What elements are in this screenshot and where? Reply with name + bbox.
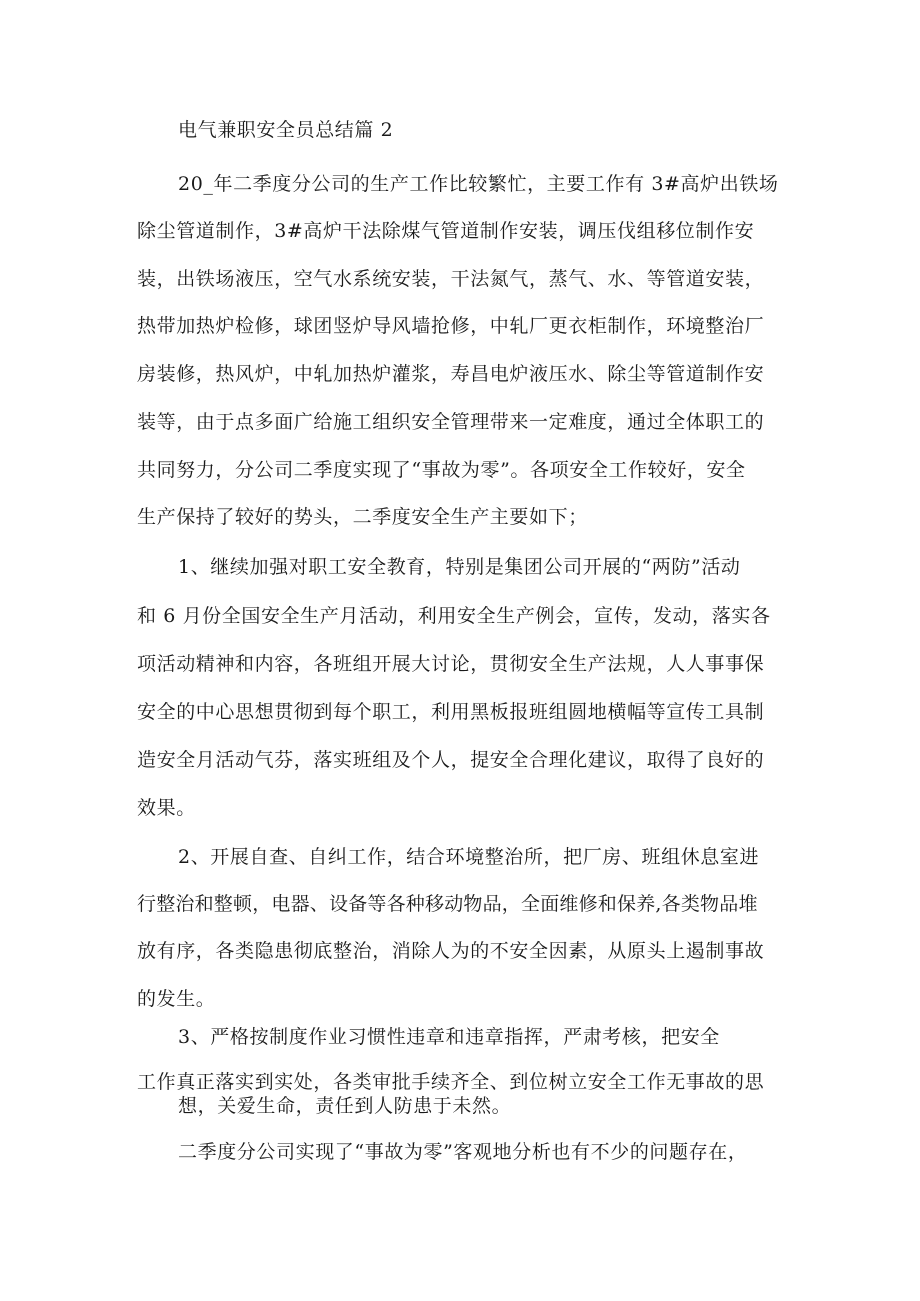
paragraph-1-line-5: 房装修，热风炉，中轧加热炉灌浆，寿昌电炉液压水、除尘等管道制作安 — [137, 363, 765, 385]
paragraph-2-line-6: 效果。 — [137, 797, 196, 819]
document-title: 电气兼职安全员总结篇 2 — [178, 119, 394, 141]
paragraph-1-line-3: 装，出铁场液压，空气水系统安装，干法氮气，蒸气、水、等管道安装， — [137, 268, 765, 290]
paragraph-3-line-3: 放有序，各类隐患彻底整治，消除人为的不安全因素，从原头上遏制事故 — [137, 940, 765, 962]
paragraph-2-line-4: 安全的中心思想贯彻到每个职工，利用黑板报班组圆地横幅等宣传工具制 — [137, 701, 765, 723]
paragraph-4-line-1: 3、严格按制度作业习惯性违章和违章指挥，严肃考核，把安全 — [178, 1026, 720, 1048]
paragraph-1-line-2: 除尘管道制作，3#高炉干法除煤气管道制作安装，调压伐组移位制作安 — [137, 220, 755, 242]
paragraph-1-line-7: 共同努力，分公司二季度实现了“事故为零”。各项安全工作较好，安全 — [137, 459, 746, 481]
paragraph-1-line-4: 热带加热炉检修，球团竖炉导风墙抢修，中轧厂更衣柜制作，环境整治厂 — [137, 315, 765, 337]
paragraph-3-line-2: 行整治和整顿，电器、设备等各种移动物品，全面维修和保养,各类物品堆 — [137, 893, 758, 915]
paragraph-2-line-1: 1、继续加强对职工安全教育，特别是集团公司开展的“两防”活动 — [178, 556, 741, 578]
paragraph-5-line-1: 二季度分公司实现了“事故为零”客观地分析也有不少的问题存在， — [178, 1141, 748, 1163]
paragraph-2-line-2: 和 6 月份全国安全生产月活动，利用安全生产例会，宣传，发动，落实各 — [137, 605, 771, 627]
paragraph-4-line-3: 想，关爱生命，责任到人防患于未然。 — [178, 1095, 512, 1117]
paragraph-3-line-4: 的发生。 — [137, 988, 216, 1010]
paragraph-2-line-3: 项活动精神和内容，各班组开展大讨论，贯彻安全生产法规，人人事事保 — [137, 653, 765, 675]
paragraph-1-line-6: 装等，由于点多面广给施工组织安全管理带来一定难度，通过全体职工的 — [137, 411, 765, 433]
paragraph-3-line-1: 2、开展自查、自纠工作，结合环境整治所，把厂房、班组休息室进 — [178, 846, 760, 868]
paragraph-1-line-8: 生产保持了较好的势头，二季度安全生产主要如下； — [137, 506, 588, 528]
paragraph-4-line-2: 工作真正落实到实处，各类审批手续齐全、到位树立安全工作无事故的思 — [137, 1071, 765, 1093]
paragraph-1-line-1: 20_年二季度分公司的生产工作比较繁忙，主要工作有 3#高炉出铁场 — [178, 173, 779, 195]
paragraph-2-line-5: 造安全月活动气芬，落实班组及个人，提安全合理化建议，取得了良好的 — [137, 749, 765, 771]
